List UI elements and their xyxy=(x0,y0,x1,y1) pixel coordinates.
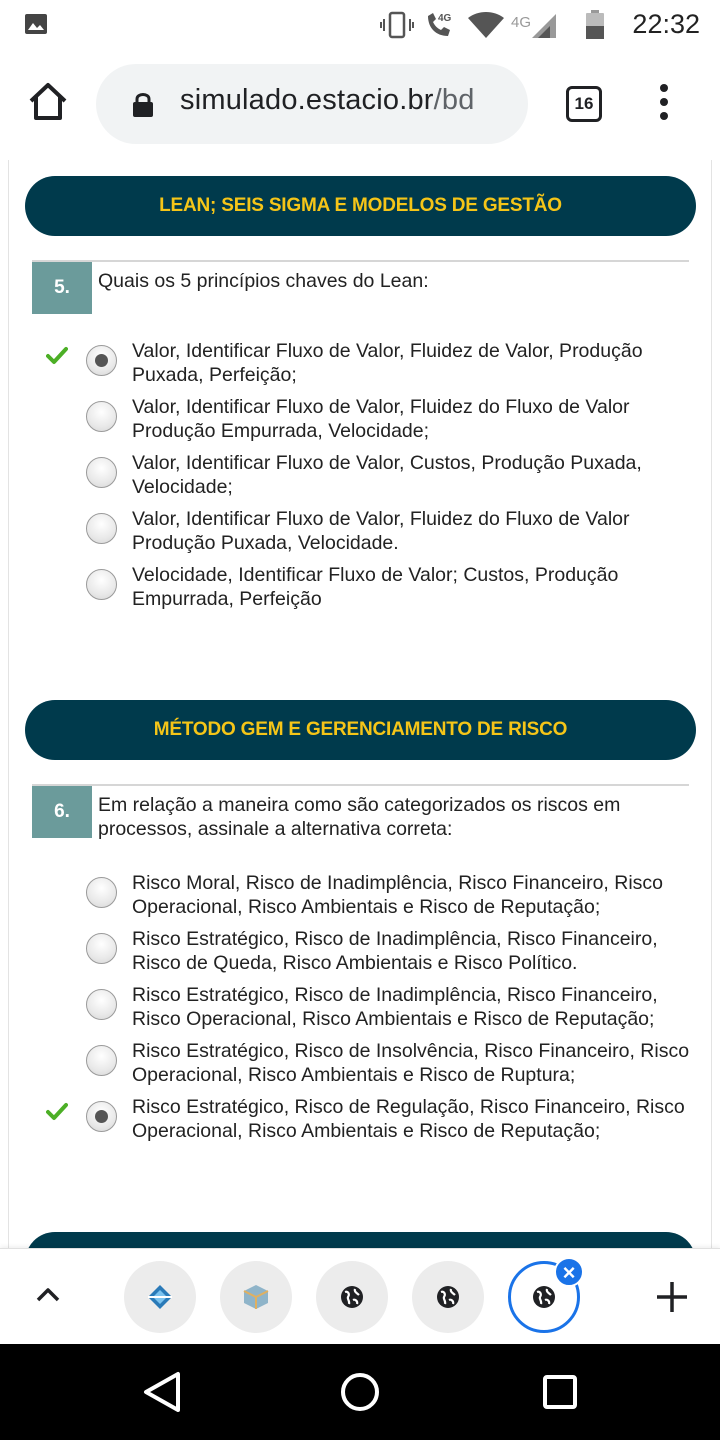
answer-radio[interactable] xyxy=(86,401,117,432)
answer-label: Risco Moral, Risco de Inadimplência, Risco Financeiro, Risco Operacional, Risco Ambientais e Risco de Reputação; xyxy=(132,872,664,918)
page-content xyxy=(0,160,720,1248)
new-tab-plus-icon[interactable] xyxy=(652,1277,692,1317)
wifi-icon xyxy=(468,12,504,38)
question-number-badge: 6. xyxy=(32,786,92,838)
answer-radio[interactable] xyxy=(86,457,117,488)
svg-text:4G: 4G xyxy=(438,13,452,24)
answer-option[interactable] xyxy=(40,563,690,615)
section-header-next xyxy=(25,1232,696,1248)
answer-option[interactable] xyxy=(40,339,690,391)
answer-radio[interactable] xyxy=(86,877,117,908)
home-circle-icon[interactable] xyxy=(340,1372,380,1412)
status-icons xyxy=(380,10,610,40)
answer-label: Valor, Identificar Fluxo de Valor, Custos, Produção Puxada, Velocidade; xyxy=(132,452,642,498)
system-navigation-bar xyxy=(0,1344,720,1440)
more-menu-icon[interactable] xyxy=(652,84,676,124)
answer-label: Risco Estratégico, Risco de Inadimplência, Risco Financeiro, Risco Operacional, Risco Ambientais e Risco de Reputação; xyxy=(132,984,658,1030)
question-text: Em relação a maneira como são categorizados os riscos em processos, assinale a alternativa correta: xyxy=(98,794,621,840)
lock-icon xyxy=(132,92,154,118)
status-bar xyxy=(0,0,720,50)
tab-thumbnail[interactable] xyxy=(316,1261,388,1333)
answer-label: Risco Estratégico, Risco de Regulação, Risco Financeiro, Risco Operacional, Risco Ambientais e Risco de Reputação; xyxy=(132,1096,685,1142)
cube-favicon-icon xyxy=(242,1283,270,1311)
chevron-up-icon[interactable] xyxy=(34,1281,62,1309)
diamond-favicon-icon xyxy=(146,1283,174,1311)
section-header-lean: LEAN; SEIS SIGMA E MODELOS DE GESTÃO xyxy=(25,176,696,236)
answer-radio[interactable] xyxy=(86,345,117,376)
tab-switcher-button[interactable]: 16 xyxy=(566,86,602,122)
tab-thumbnail[interactable] xyxy=(220,1261,292,1333)
section-header-gem: MÉTODO GEM E GERENCIAMENTO DE RISCO xyxy=(25,700,696,760)
answer-label: Valor, Identificar Fluxo de Valor, Fluidez do Fluxo de Valor Produção Empurrada, Velocidade; xyxy=(132,396,630,442)
question-divider xyxy=(32,784,689,786)
answer-label: Velocidade, Identificar Fluxo de Valor; Custos, Produção Empurrada, Perfeição xyxy=(132,564,619,610)
url-host: simulado.estacio.br xyxy=(180,84,434,116)
globe-icon xyxy=(530,1283,558,1311)
url-text[interactable] xyxy=(180,84,520,117)
answer-option[interactable] xyxy=(40,395,690,447)
question-divider xyxy=(32,260,689,262)
gallery-icon xyxy=(24,12,48,36)
back-icon[interactable] xyxy=(140,1370,182,1414)
answer-radio[interactable] xyxy=(86,989,117,1020)
correct-check-icon xyxy=(46,1101,68,1121)
answer-radio[interactable] xyxy=(86,513,117,544)
answer-option[interactable] xyxy=(40,507,690,559)
address-bar[interactable] xyxy=(96,64,528,144)
browser-toolbar xyxy=(0,50,720,160)
recent-apps-icon[interactable] xyxy=(542,1374,578,1410)
answer-option[interactable] xyxy=(40,871,690,923)
answer-radio[interactable] xyxy=(86,933,117,964)
question-text: Quais os 5 princípios chaves do Lean: xyxy=(98,270,429,292)
answer-radio[interactable] xyxy=(86,569,117,600)
url-path: /bd xyxy=(433,84,475,116)
answer-option[interactable] xyxy=(40,451,690,503)
home-icon[interactable] xyxy=(26,80,70,124)
answer-option[interactable] xyxy=(40,1095,690,1147)
volte-call-icon xyxy=(428,13,452,36)
vibrate-icon xyxy=(381,13,413,37)
answer-label: Risco Estratégico, Risco de Inadimplência, Risco Financeiro, Risco de Queda, Risco Ambientais e Risco Político. xyxy=(132,928,658,974)
question-number-badge: 5. xyxy=(32,262,92,314)
clock: 22:32 xyxy=(632,9,700,39)
tab-thumbnail[interactable] xyxy=(412,1261,484,1333)
answer-radio[interactable] xyxy=(86,1045,117,1076)
network-type-label: 4G xyxy=(511,14,532,31)
close-tab-icon[interactable]: × xyxy=(554,1257,584,1287)
bottom-tab-strip xyxy=(0,1248,720,1344)
answer-option[interactable] xyxy=(40,983,690,1035)
answer-label: Valor, Identificar Fluxo de Valor, Fluidez de Valor, Produção Puxada, Perfeição; xyxy=(132,340,643,386)
answer-radio[interactable] xyxy=(86,1101,117,1132)
globe-icon xyxy=(434,1283,462,1311)
battery-icon xyxy=(586,10,604,39)
globe-icon xyxy=(338,1283,366,1311)
tab-thumbnail[interactable] xyxy=(124,1261,196,1333)
answer-label: Valor, Identificar Fluxo de Valor, Fluidez do Fluxo de Valor Produção Puxada, Velocidade. xyxy=(132,508,630,554)
answer-option[interactable] xyxy=(40,927,690,979)
correct-check-icon xyxy=(46,345,68,365)
answer-option[interactable] xyxy=(40,1039,690,1091)
answer-label: Risco Estratégico, Risco de Insolvência, Risco Financeiro, Risco Operacional, Risco Ambientais e Risco de Ruptura; xyxy=(132,1040,690,1086)
